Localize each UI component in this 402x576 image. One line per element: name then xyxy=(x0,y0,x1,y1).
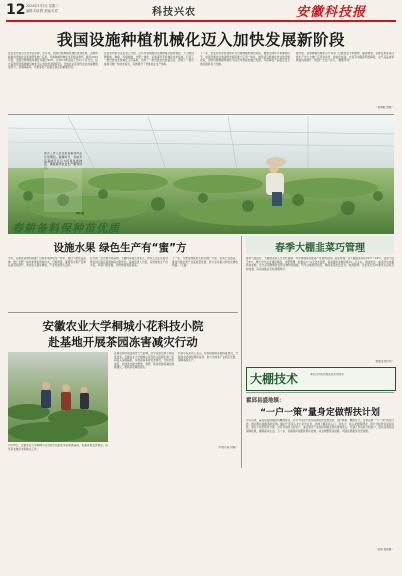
article3-author: （科技小院 供稿） xyxy=(216,446,238,449)
newspaper-logo: 安徽科技报 xyxy=(296,5,367,20)
main-article-col4: 据介绍，设施种植机械化有力带动了设施农业节本增效、提质增收，各地在果菜茶设施生产中大力推广应用自动化、智能化装备，农民劳动强度明显降低，农产品品质和效益持续提升，得到广大农户认可。（据新华社） xyxy=(296,52,394,63)
sidebar2-body: 今年以来，霍邱县盛地镇坚持精准帮扶，针对不同农户的实际情况和发展需求，因户施策、精准发力，量身定制“一户一策”帮扶计划，推动帮扶措施落地见效。镇村干部深入农户家中走访，详细了解家庭人口、劳动力、收入来源等情况，逐户分析致贫返贫风险，制定个性化帮扶方案。对有劳动能力的农户，重点通过产业扶持和就业帮扶增加收入；对缺乏劳动能力的农户，落实各项兜底保障政策，确保基本生活。下一步，该镇将持续跟踪帮扶成效，动态调整帮扶措施，巩固拓展脱贫攻坚成果。 xyxy=(246,419,394,433)
article2-col3: 下一步，当地将继续加大技术推广力度，完善产业链条，推动设施水果产业高质量发展，助力乡村振兴和农民增收致富。（王磊） xyxy=(172,257,238,268)
main-article-col1: 农业农村部近日发布消息称，近年来，我国设施种植机械化快速发展，各地积极推进设施农业装备研发推广应用，设施种植机械化水平稳步提升。截至2023年底，全国设施种植机械化率超过45%，比2018年提高了约12个百分点，标志着我国设施种植机械化迈入加快发展新阶段。设施农业是现代农业的重要组成部分，是保障蔬菜、水果等农产品稳定供应的重要手段。 xyxy=(8,52,98,70)
page-number: 12 xyxy=(6,2,26,18)
sidebar1-title: 春季大棚韭菜巧管理 xyxy=(275,243,365,254)
divider xyxy=(8,312,238,313)
photo-caption: 图为工作人员在检查番茄幼苗长势情况。春耕时节，各地育苗基地开足马力培育优质种苗，确保春季农业生产顺利进行。 xyxy=(44,152,82,212)
sidebar1-author: （据农业农村部） xyxy=(373,360,394,363)
header-rule xyxy=(6,20,396,22)
main-article-col3: 下一步，农业农村部将加快补齐设施种植机械化短板，聚焦关键环节和薄弱环节，加强设施农业装备研发制造推广应用一体化，推动适宜机械化作业的设施改造，加快设施种植机械化与信息化智能化融合发展，为保障农产品稳定安全供给提供有力支撑。 xyxy=(200,52,290,66)
section-title: 科技兴农 xyxy=(152,7,196,18)
people-figures xyxy=(41,382,89,410)
editor-line: 编辑:刘卉辉 美编:孔将 xyxy=(26,9,58,13)
main-article-author: （刘国艳 整理） xyxy=(375,106,394,109)
sidebar2-author: （张艳 盛地镇） xyxy=(375,548,394,551)
date-line: 2024年3月5日 星期二 xyxy=(26,4,59,8)
main-headline: 我国设施种植机械化迈入加快发展新阶段 xyxy=(56,31,345,49)
article3-col1: 近期受持续低温雨雪天气影响，部分茶园出现不同程度冻害。安徽农业大学桐城小花科技小院师生第一时间深入茶园基地，实地查看茶树受冻情况，分析冻害成因，并向茶农提出修剪、施肥、病虫防控等减灾措施建议，帮助茶农降低损失。 xyxy=(114,352,174,370)
tea-garden-photo xyxy=(8,352,108,442)
issue-info xyxy=(26,4,96,14)
sidebar2-kicker: 霍邱县盛地镇： xyxy=(246,398,285,404)
divider xyxy=(246,392,394,393)
article2-title: 设施水果 绿色生产有“蜜”方 xyxy=(53,242,187,254)
sidebar2-title: “一户一策”量身定做帮扶计划 xyxy=(260,408,380,418)
article3-title-line2: 赴基地开展茶园冻害减灾行动 xyxy=(48,335,198,349)
feature-banner: 春耕备料保种苗优质 xyxy=(12,222,120,235)
photo-credit: 刘林 摄 xyxy=(75,212,84,215)
column-divider xyxy=(241,236,242,468)
article2-col2: 在当地一处设施水果基地，大棚内草莓长势喜人，技术人员正在指导果农进行疏花疏果和病虫害防治。基地负责人介绍，采用绿色生产技术后，草莓口感更甜，亩均效益明显提高。 xyxy=(90,257,168,268)
article3-col2: 科技小院负责人表示，将持续跟踪茶园恢复情况，开展技术培训和现场指导，助力当地茶产业稳定发展，保障春茶生产。 xyxy=(178,352,238,363)
article3-title-line1: 安徽农业大学桐城小花科技小院 xyxy=(42,319,204,333)
main-article-col2: 农业农村部有关负责人介绍，近年来各地围绕设施种植全程机械化，大力推进耕整地、种植、环境调控、水肥一体化、采收等环节机械化技术集成，打造了一批设施农业机械化示范基地，培育了一批设施农机装备企业，形成了一批可复制可推广的技术模式，有效提升了设施农业生产效率。 xyxy=(104,52,194,66)
sidebar1-body: 春季气温回升，大棚韭菜进入生长旺盛期，科学管理是实现高产优质的关键。温度管理：白天棚温保持在20℃～24℃，夜间不低于8℃，晴天中午注意通风降温。水肥管理：收割后3～4天浇水追肥，每亩随水冲施尿素10公斤左右。病虫防治：重点防治灰霉病和韭蛆，优先采用物理防治和生物防治措施，科学合理使用农药，确保韭菜质量安全。收割管理：当韭菜长至25厘米左右时及时收割，每次收割后及时清理残叶。 xyxy=(246,257,394,271)
article2-col1: 今年，安徽省某地积极推广设施水果绿色生产技术，通过引进优良品种、推广水肥一体化和绿色防控技术，设施草莓、葡萄等水果产量和品质双双提升，果农收入稳步增加，产业发展势头良好。 xyxy=(8,257,86,268)
section-label-note: 本栏目介绍设施农业实用技术 xyxy=(310,373,344,376)
section-label: 大棚技术 xyxy=(250,372,299,386)
tea-garden-scene xyxy=(8,352,108,442)
divider xyxy=(8,114,394,115)
article3-photo-caption: 2月26日，安徽农业大学桐城小花科技小院师生来到茶园基地，查看茶树受冻情况，指导茶农做好冻害减灾工作。 xyxy=(8,444,108,451)
